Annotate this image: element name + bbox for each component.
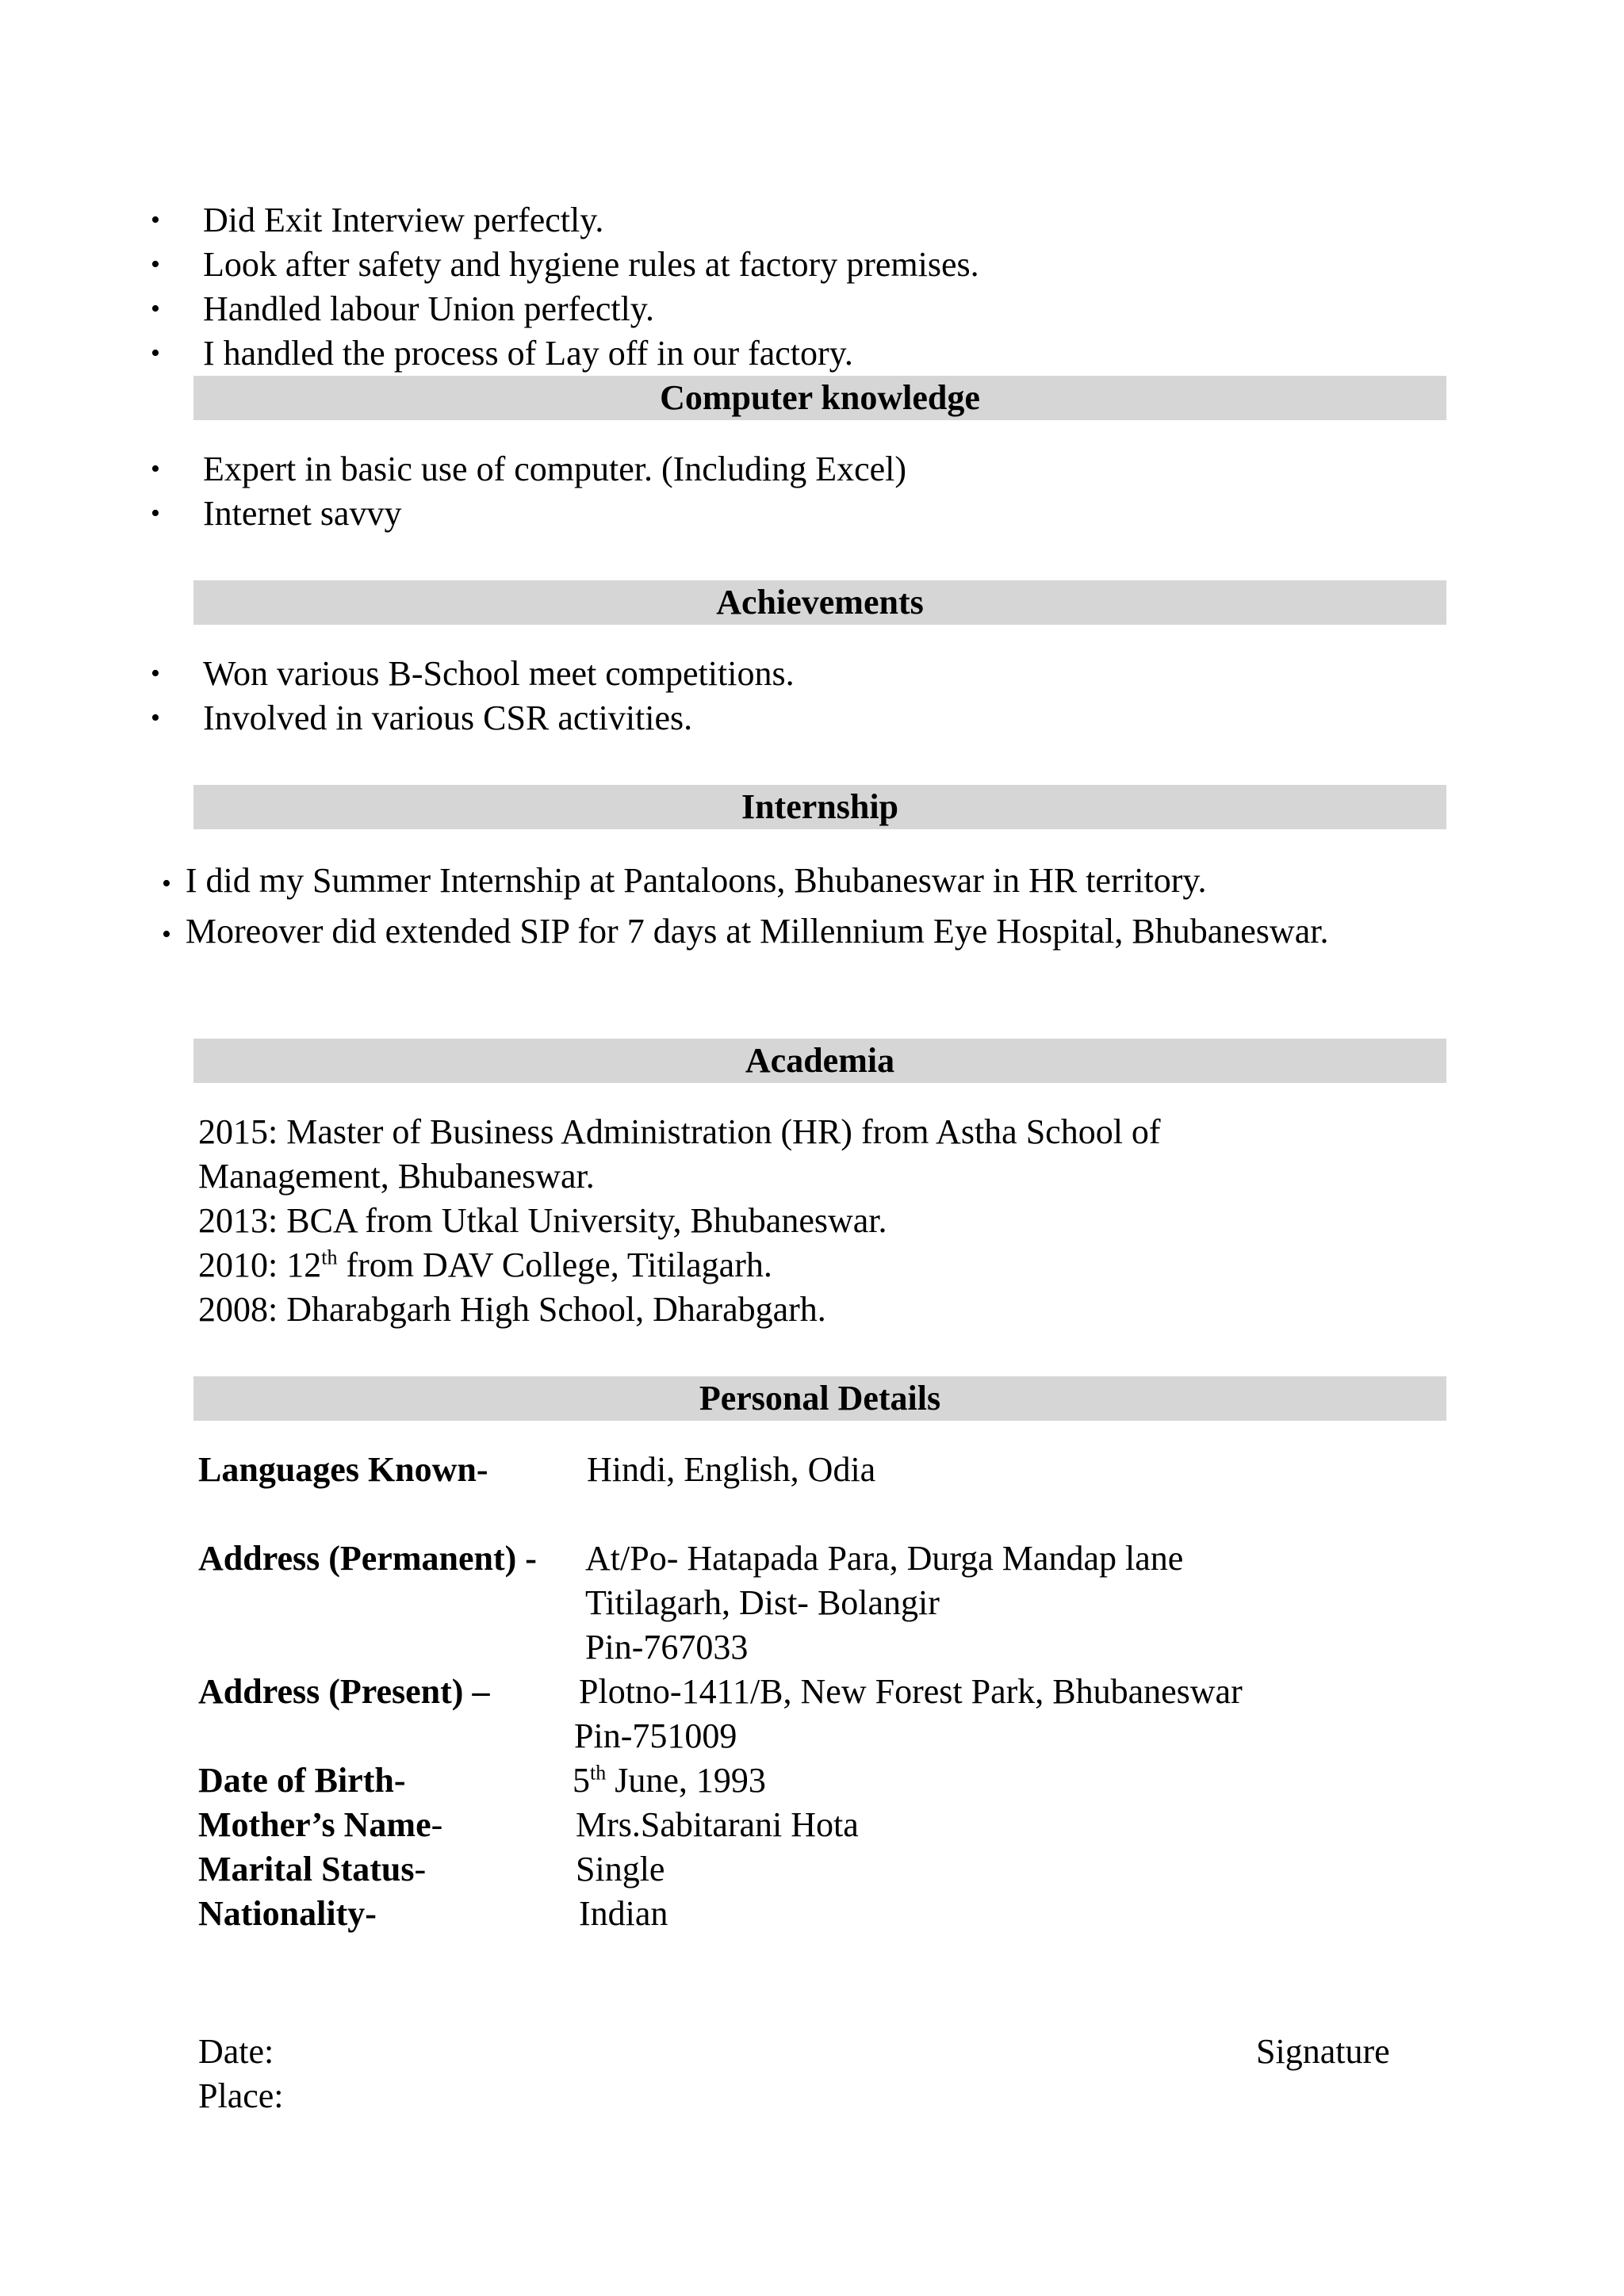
academia-block bbox=[198, 1110, 1451, 1332]
list-item: • Expert in basic use of computer. (Including Excel) bbox=[0, 447, 906, 492]
personal-details-heading: Personal Details bbox=[193, 1376, 1446, 1421]
internship-item-text: I did my Summer Internship at Pantaloons, Bhubaneswar in HR territory. bbox=[185, 861, 1207, 900]
internship-item-text: Moreover did extended SIP for 7 days at Millennium Eye Hospital, Bhubaneswar. bbox=[185, 912, 1329, 951]
academia-line: 2013: BCA from Utkal University, Bhubaneswar. bbox=[198, 1201, 887, 1240]
achievements-list bbox=[0, 652, 795, 740]
computer-knowledge-heading: Computer knowledge bbox=[193, 376, 1446, 420]
list-item: • Look after safety and hygiene rules at factory premises. bbox=[0, 243, 979, 287]
ordinal-suffix: th bbox=[590, 1761, 607, 1785]
permanent-address-line: Titilagarh, Dist- Bolangir bbox=[585, 1583, 940, 1622]
academia-line: 2015: Master of Business Administration (HR) from Astha School of bbox=[198, 1112, 1161, 1151]
mother-name-label bbox=[198, 1803, 442, 1847]
list-item: • I handled the process of Lay off in our factory. bbox=[0, 331, 979, 376]
academia-line: Management, Bhubaneswar. bbox=[198, 1157, 595, 1196]
responsibilities-list bbox=[0, 198, 979, 376]
list-item: • Handled labour Union perfectly. bbox=[0, 287, 979, 331]
list-item: • Won various B-School meet competitions. bbox=[0, 652, 795, 696]
bullet-icon: • bbox=[162, 869, 171, 898]
label-dash: - bbox=[431, 1805, 443, 1844]
list-item: • Did Exit Interview perfectly. bbox=[0, 198, 979, 243]
dob-label: Date of Birth- bbox=[198, 1761, 406, 1800]
marital-status-label-text: Marital Status bbox=[198, 1850, 415, 1888]
ordinal-suffix: th bbox=[321, 1246, 338, 1269]
signature-label: Signature bbox=[1256, 2032, 1390, 2071]
languages-label: Languages Known- bbox=[198, 1450, 488, 1489]
dob-value bbox=[573, 1758, 766, 1803]
academia-line bbox=[198, 1243, 1451, 1288]
dob-rest: June, 1993 bbox=[606, 1761, 766, 1800]
date-label: Date: bbox=[198, 2032, 274, 2071]
place-label: Place: bbox=[198, 2076, 284, 2115]
bullet-icon: • bbox=[162, 920, 171, 949]
academia-line-text: 2010: 12 bbox=[198, 1246, 322, 1284]
languages-value: Hindi, English, Odia bbox=[587, 1450, 876, 1489]
mother-name-value: Mrs.Sabitarani Hota bbox=[576, 1805, 859, 1844]
internship-heading: Internship bbox=[193, 785, 1446, 829]
list-item bbox=[159, 909, 1459, 958]
present-address-line: Pin-751009 bbox=[574, 1716, 737, 1755]
computer-knowledge-list bbox=[0, 447, 906, 536]
dob-day: 5 bbox=[573, 1761, 590, 1800]
permanent-address-label: Address (Permanent) - bbox=[198, 1539, 537, 1578]
present-address-line: Plotno-1411/B, New Forest Park, Bhubaneswar bbox=[579, 1672, 1243, 1711]
achievements-heading: Achievements bbox=[193, 580, 1446, 625]
present-address-label: Address (Present) – bbox=[198, 1672, 490, 1711]
marital-status-value: Single bbox=[576, 1850, 665, 1888]
mother-name-label-text: Mother’s Name bbox=[198, 1805, 431, 1844]
academia-line-text: from DAV College, Titilagarh. bbox=[337, 1246, 772, 1284]
label-dash: - bbox=[414, 1850, 427, 1888]
permanent-address-line: At/Po- Hatapada Para, Durga Mandap lane bbox=[585, 1539, 1184, 1578]
nationality-value: Indian bbox=[579, 1894, 668, 1933]
list-item bbox=[159, 858, 1459, 907]
list-item: • Involved in various CSR activities. bbox=[0, 696, 795, 740]
list-item: • Internet savvy bbox=[0, 492, 906, 536]
permanent-address-line: Pin-767033 bbox=[585, 1628, 749, 1667]
nationality-label: Nationality- bbox=[198, 1894, 377, 1933]
marital-status-label bbox=[198, 1847, 426, 1892]
academia-line: 2008: Dharabgarh High School, Dharabgarh. bbox=[198, 1290, 826, 1329]
internship-list bbox=[159, 858, 1459, 959]
academia-heading: Academia bbox=[193, 1039, 1446, 1083]
